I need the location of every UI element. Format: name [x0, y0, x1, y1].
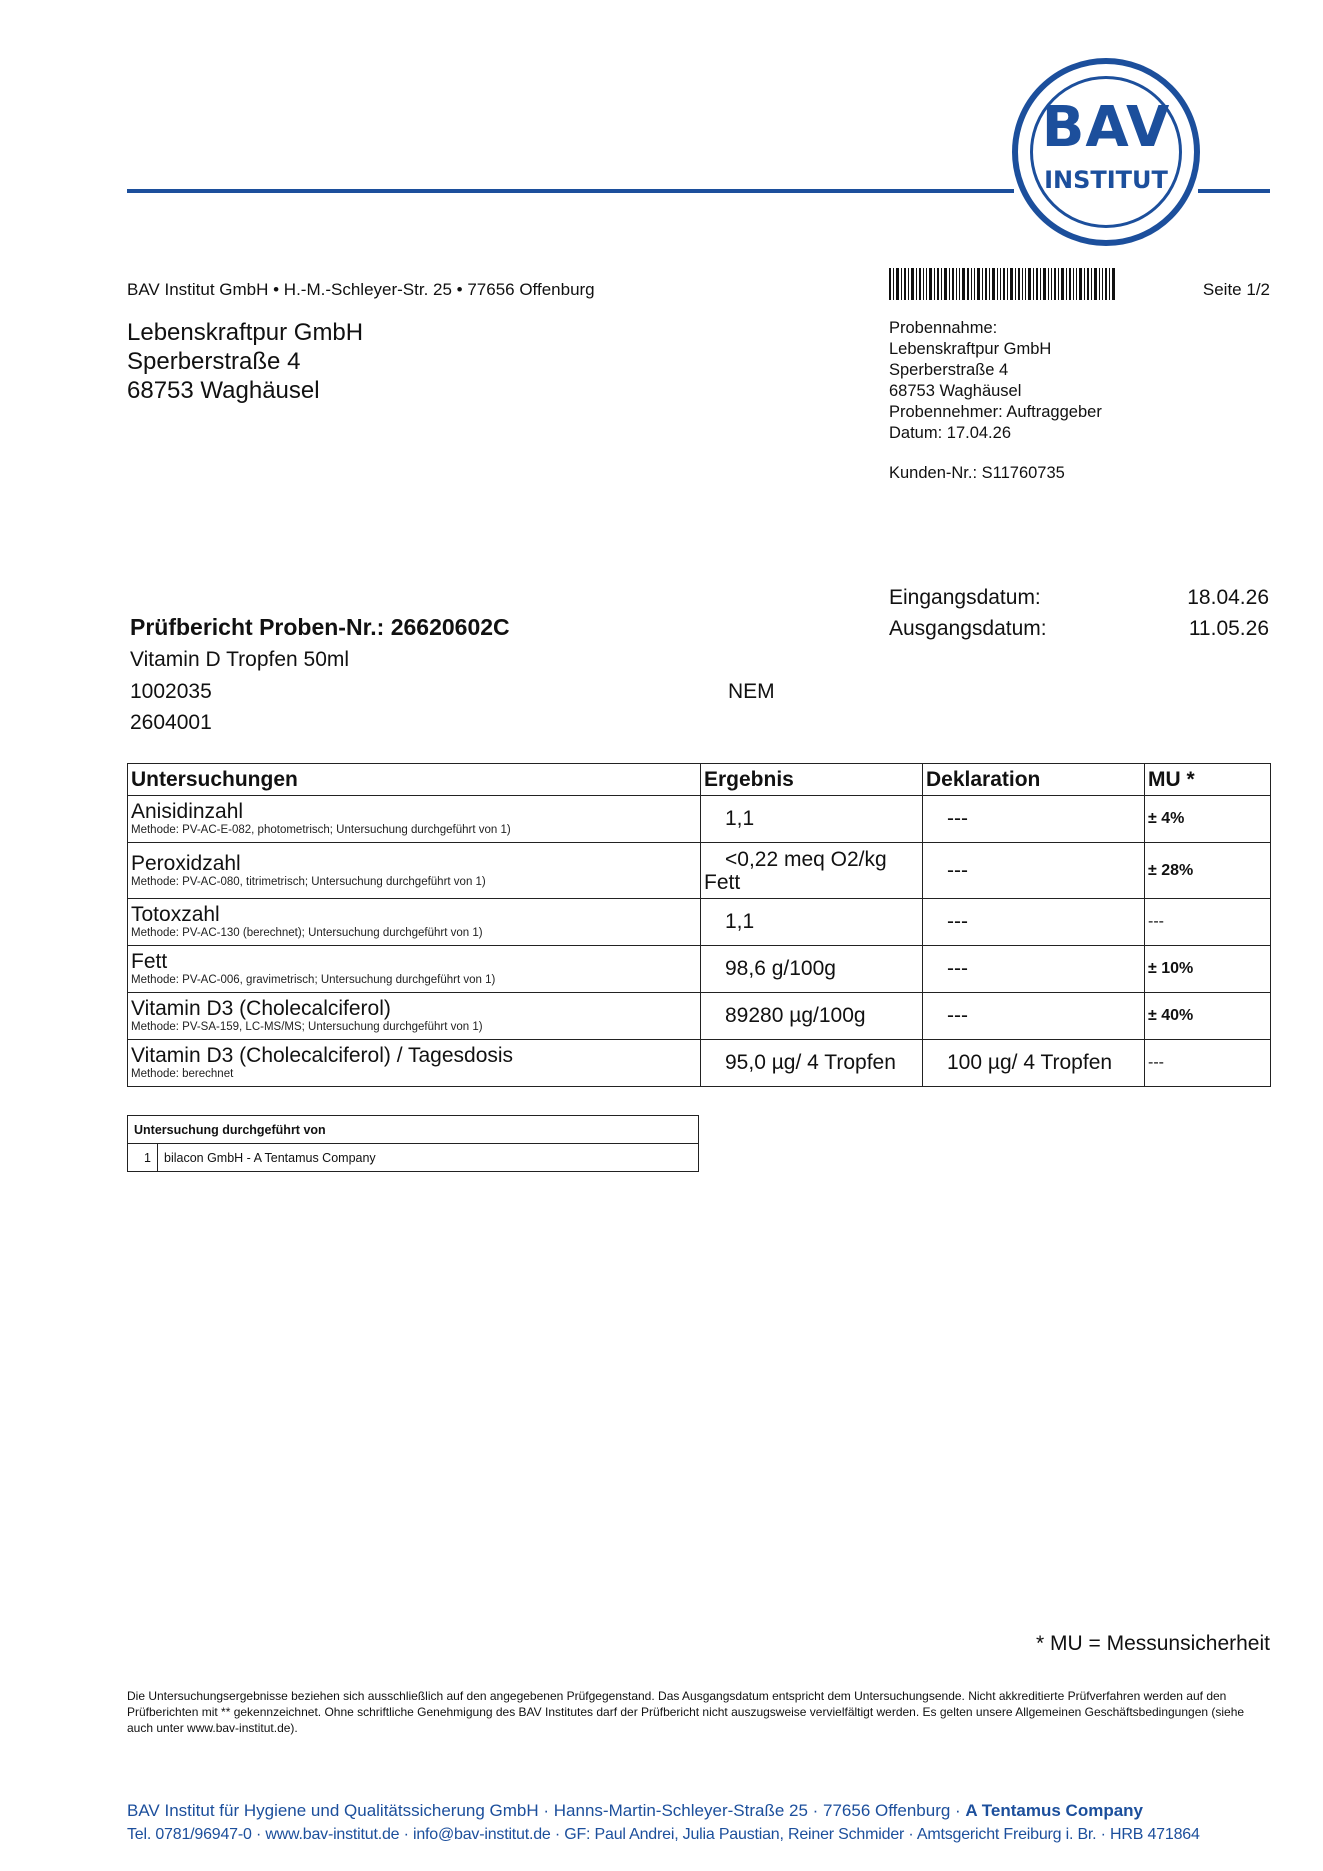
footer-brand: A Tentamus Company [965, 1801, 1144, 1820]
test-result: <0,22 meq O2/kg [725, 847, 887, 871]
table-row [128, 993, 1271, 1040]
test-declaration: --- [923, 946, 1145, 993]
performed-by-header: Untersuchung durchgeführt von [128, 1116, 699, 1144]
test-mu: --- [1145, 899, 1271, 946]
sampling-company: Lebenskraftpur GmbH [889, 340, 1052, 358]
test-declaration: --- [923, 993, 1145, 1040]
received-date-value: 18.04.26 [1187, 586, 1269, 609]
test-result: 1,1 [701, 796, 923, 843]
test-mu: ± 4% [1145, 796, 1271, 843]
col-header-declaration: Deklaration [923, 764, 1145, 796]
sampler: Probennehmer: Auftraggeber [889, 403, 1102, 421]
test-result: 1,1 [701, 899, 923, 946]
page-number: Seite 1/2 [1202, 280, 1270, 299]
product-category: NEM [728, 680, 775, 703]
footer-contact: Tel. 0781/96947-0 · www.bav-institut.de · info@bav-institut.de · GF: Paul Andrei, Julia Paustian, Reiner Schmider · Amtsgericht Freiburg i. Br. · HRB 471864 [127, 1826, 1200, 1843]
test-mu: ± 28% [1145, 843, 1271, 899]
article-code: 1002035 [130, 680, 212, 703]
sampling-date: Datum: 17.04.26 [889, 424, 1011, 442]
sender-address-line: BAV Institut GmbH • H.-M.-Schleyer-Str. 25 • 77656 Offenburg [127, 280, 595, 299]
test-declaration: --- [923, 843, 1145, 899]
footer-address [127, 1801, 1143, 1821]
test-method: Methode: PV-AC-080, titrimetrisch; Untersuchung durchgeführt von 1) [131, 875, 486, 888]
test-name: Vitamin D3 (Cholecalciferol) / Tagesdosis [131, 1044, 514, 1067]
test-name: Peroxidzahl [131, 851, 241, 875]
test-mu: --- [1145, 1040, 1271, 1087]
test-declaration: 100 µg/ 4 Tropfen [923, 1040, 1145, 1087]
col-header-tests: Untersuchungen [128, 764, 701, 796]
table-row [128, 843, 1271, 899]
sampling-label: Probennahme: [889, 319, 998, 337]
test-result: 89280 µg/100g [701, 993, 923, 1040]
test-mu: ± 40% [1145, 993, 1271, 1040]
results-table [127, 763, 1271, 1087]
header-rule-left [127, 189, 1014, 193]
recipient-city: 68753 Waghäusel [127, 377, 320, 404]
test-method: Methode: PV-AC-E-082, photometrisch; Untersuchung durchgeführt von 1) [131, 824, 511, 836]
disclaimer-text: Die Untersuchungsergebnisse beziehen sich ausschließlich auf den angegebenen Prüfgegenstand. Das Ausgangsdatum entspricht dem Untersuchungsende. Nicht akkreditierte Prüfverfahren werden auf den Prüfberichten mit ** gekennzeichnet. Ohne schriftliche Genehmigung des BAV Institutes darf der Prüfbericht nicht auszugsweise vervielfältigt werden. Es gelten unsere Allgemeinen Geschäftsbedingungen (siehe auch unter www.bav-institut.de). [127, 1689, 1245, 1735]
test-name: Totoxzahl [131, 903, 220, 926]
sampling-info [889, 318, 1102, 444]
header-rule-right [1198, 189, 1270, 193]
sampling-street: Sperberstraße 4 [889, 361, 1009, 379]
recipient-address [127, 318, 363, 405]
footer-address-text: BAV Institut für Hygiene und Qualitätssicherung GmbH · Hanns-Martin-Schleyer-Straße 25 · 77656 Offenburg · [127, 1801, 966, 1820]
logo-text-institut: INSTITUT [1044, 166, 1168, 194]
mu-footnote: * MU = Messunsicherheit [1035, 1632, 1270, 1655]
performed-by-table [127, 1115, 699, 1172]
test-method: Methode: PV-SA-159, LC-MS/MS; Untersuchung durchgeführt von 1) [131, 1021, 483, 1033]
test-name: Vitamin D3 (Cholecalciferol) [131, 997, 391, 1020]
sampling-city: 68753 Waghäusel [889, 382, 1022, 400]
recipient-name: Lebenskraftpur GmbH [127, 319, 364, 346]
test-result: 95,0 µg/ 4 Tropfen [701, 1040, 923, 1087]
barcode-icon [889, 268, 1115, 300]
report-title: Prüfbericht Proben-Nr.: 26620602C [130, 614, 510, 640]
table-row [128, 1144, 699, 1172]
test-result-cell [701, 843, 923, 899]
received-date-label: Eingangsdatum: [889, 586, 1041, 609]
test-method: Methode: PV-AC-006, gravimetrisch; Untersuchung durchgeführt von 1) [131, 974, 496, 986]
issued-date-value: 11.05.26 [1188, 617, 1269, 640]
col-header-mu: MU * [1145, 764, 1271, 796]
test-name: Fett [131, 950, 168, 973]
test-mu: ± 10% [1145, 946, 1271, 993]
test-method: Methode: PV-AC-130 (berechnet); Untersuchung durchgeführt von 1) [131, 927, 483, 939]
bav-logo [1012, 58, 1200, 246]
table-row [128, 1040, 1271, 1087]
test-name: Anisidinzahl [131, 800, 244, 823]
test-method: Methode: berechnet [131, 1068, 234, 1080]
table-header-row [128, 764, 1271, 796]
test-declaration: --- [923, 796, 1145, 843]
table-row [128, 946, 1271, 993]
test-result: 98,6 g/100g [701, 946, 923, 993]
table-row [128, 899, 1271, 946]
col-header-result: Ergebnis [701, 764, 923, 796]
logo-text-bav: BAV [1041, 95, 1171, 160]
test-declaration: --- [923, 899, 1145, 946]
table-row [128, 796, 1271, 843]
lab-name: bilacon GmbH - A Tentamus Company [158, 1144, 699, 1172]
recipient-street: Sperberstraße 4 [127, 348, 301, 375]
performed-by-header-row [128, 1116, 699, 1144]
issued-date-label: Ausgangsdatum: [889, 617, 1047, 640]
report-dates [889, 582, 1269, 644]
lab-number: 1 [128, 1144, 158, 1172]
product-name: Vitamin D Tropfen 50ml [130, 648, 350, 671]
batch-code: 2604001 [130, 711, 212, 734]
test-result-unit: Fett [704, 870, 741, 894]
customer-number: Kunden-Nr.: S11760735 [889, 464, 1065, 482]
